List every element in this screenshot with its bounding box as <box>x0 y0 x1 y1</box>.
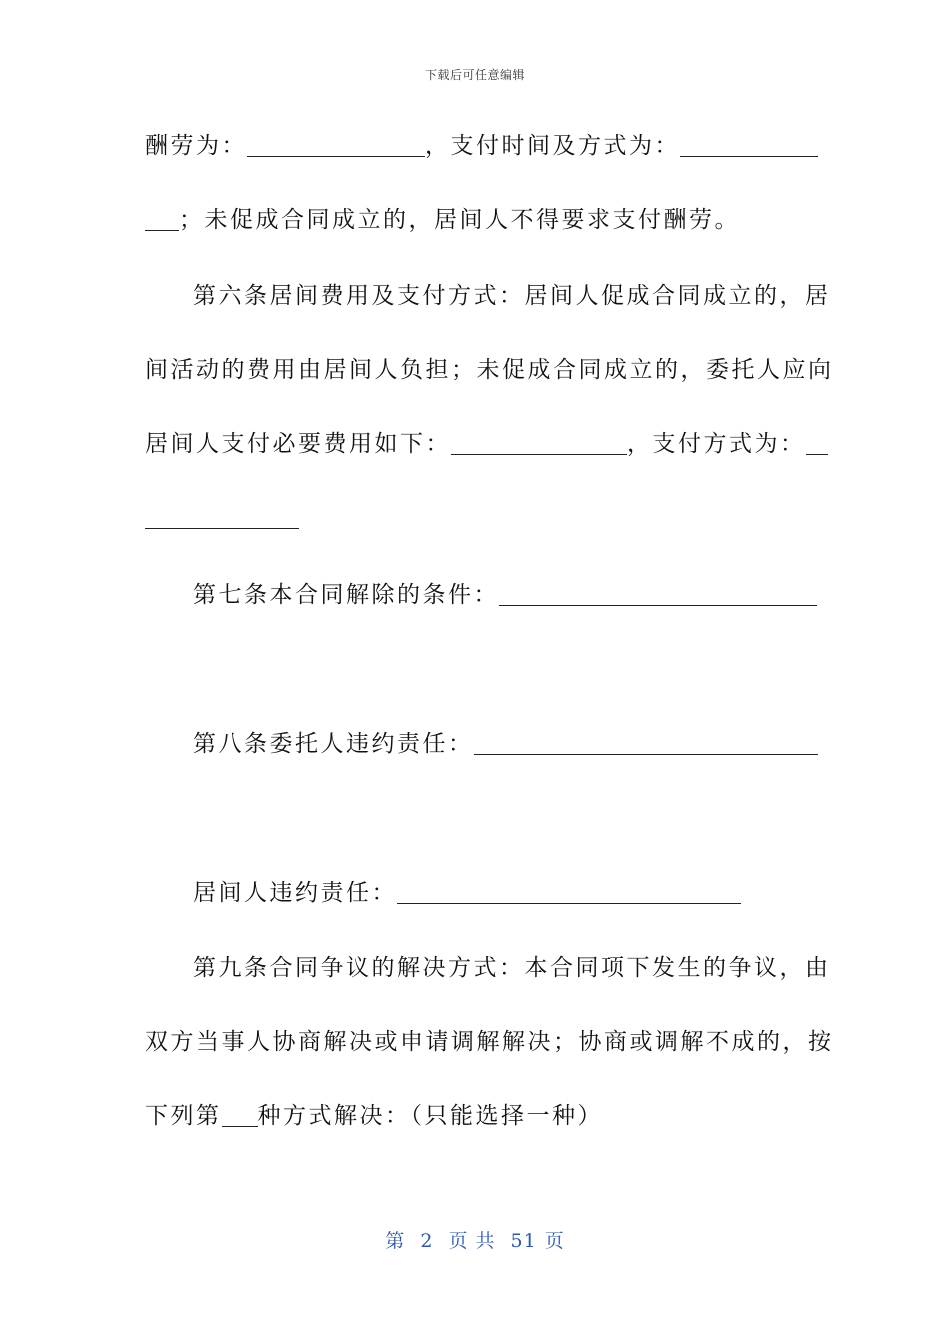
paragraph-article-9-line-3 <box>145 1101 603 1131</box>
blank-payment-method[interactable] <box>806 432 828 455</box>
page-footer <box>0 1226 950 1253</box>
footer-prefix: 第 <box>385 1230 406 1252</box>
paragraph-article-9-line-1: 第九条合同争议的解决方式：本合同项下发生的争议，由 <box>193 955 831 981</box>
text-necessary-expenses: 居间人支付必要费用如下： <box>145 431 451 457</box>
blank-client-liability[interactable] <box>474 732 818 755</box>
paragraph-intermediary-liability <box>193 878 741 908</box>
blank-necessary-expenses[interactable] <box>451 432 627 455</box>
text-client-liability: 第八条委托人违约责任： <box>193 731 474 757</box>
page-header-note: 下载后可任意编辑 <box>424 68 525 82</box>
blank-payment-time-method-cont[interactable] <box>145 208 179 231</box>
blank-payment-time-method[interactable] <box>680 134 818 157</box>
paragraph-article-6-line-3 <box>145 429 828 459</box>
paragraph-article-8 <box>193 729 818 759</box>
blank-remuneration[interactable] <box>247 134 425 157</box>
blank-method-number[interactable] <box>222 1104 258 1127</box>
paragraph-article-6-line-4 <box>145 503 299 533</box>
text-termination-conditions: 第七条本合同解除的条件： <box>193 582 499 608</box>
blank-payment-method-cont[interactable] <box>145 506 299 529</box>
text-no-remuneration: ；未促成合同成立的，居间人不得要求支付酬劳。 <box>179 207 740 233</box>
text-intermediary-liability: 居间人违约责任： <box>193 880 397 906</box>
text-payment-time-method: ，支付时间及方式为： <box>425 133 680 159</box>
paragraph-line-1 <box>145 131 818 161</box>
paragraph-line-2 <box>145 205 740 235</box>
footer-middle: 页 共 <box>448 1230 496 1252</box>
text-choose-method-suffix: 种方式解决：（只能选择一种） <box>257 1103 603 1129</box>
text-remuneration: 酬劳为： <box>145 133 247 159</box>
footer-suffix: 页 <box>544 1230 565 1252</box>
text-choose-method-prefix: 下列第 <box>145 1103 222 1129</box>
paragraph-article-7 <box>193 580 817 610</box>
blank-termination-conditions[interactable] <box>499 583 817 606</box>
text-payment-method: ，支付方式为： <box>627 431 806 457</box>
paragraph-article-6-line-1: 第六条居间费用及支付方式：居间人促成合同成立的，居 <box>193 283 831 309</box>
footer-total-pages: 51 <box>510 1230 537 1252</box>
paragraph-article-6-line-2: 间活动的费用由居间人负担；未促成合同成立的，委托人应向 <box>145 357 834 383</box>
footer-page-number: 2 <box>420 1230 434 1252</box>
paragraph-article-9-line-2: 双方当事人协商解决或申请调解解决；协商或调解不成的，按 <box>145 1029 834 1055</box>
blank-intermediary-liability[interactable] <box>397 881 741 904</box>
